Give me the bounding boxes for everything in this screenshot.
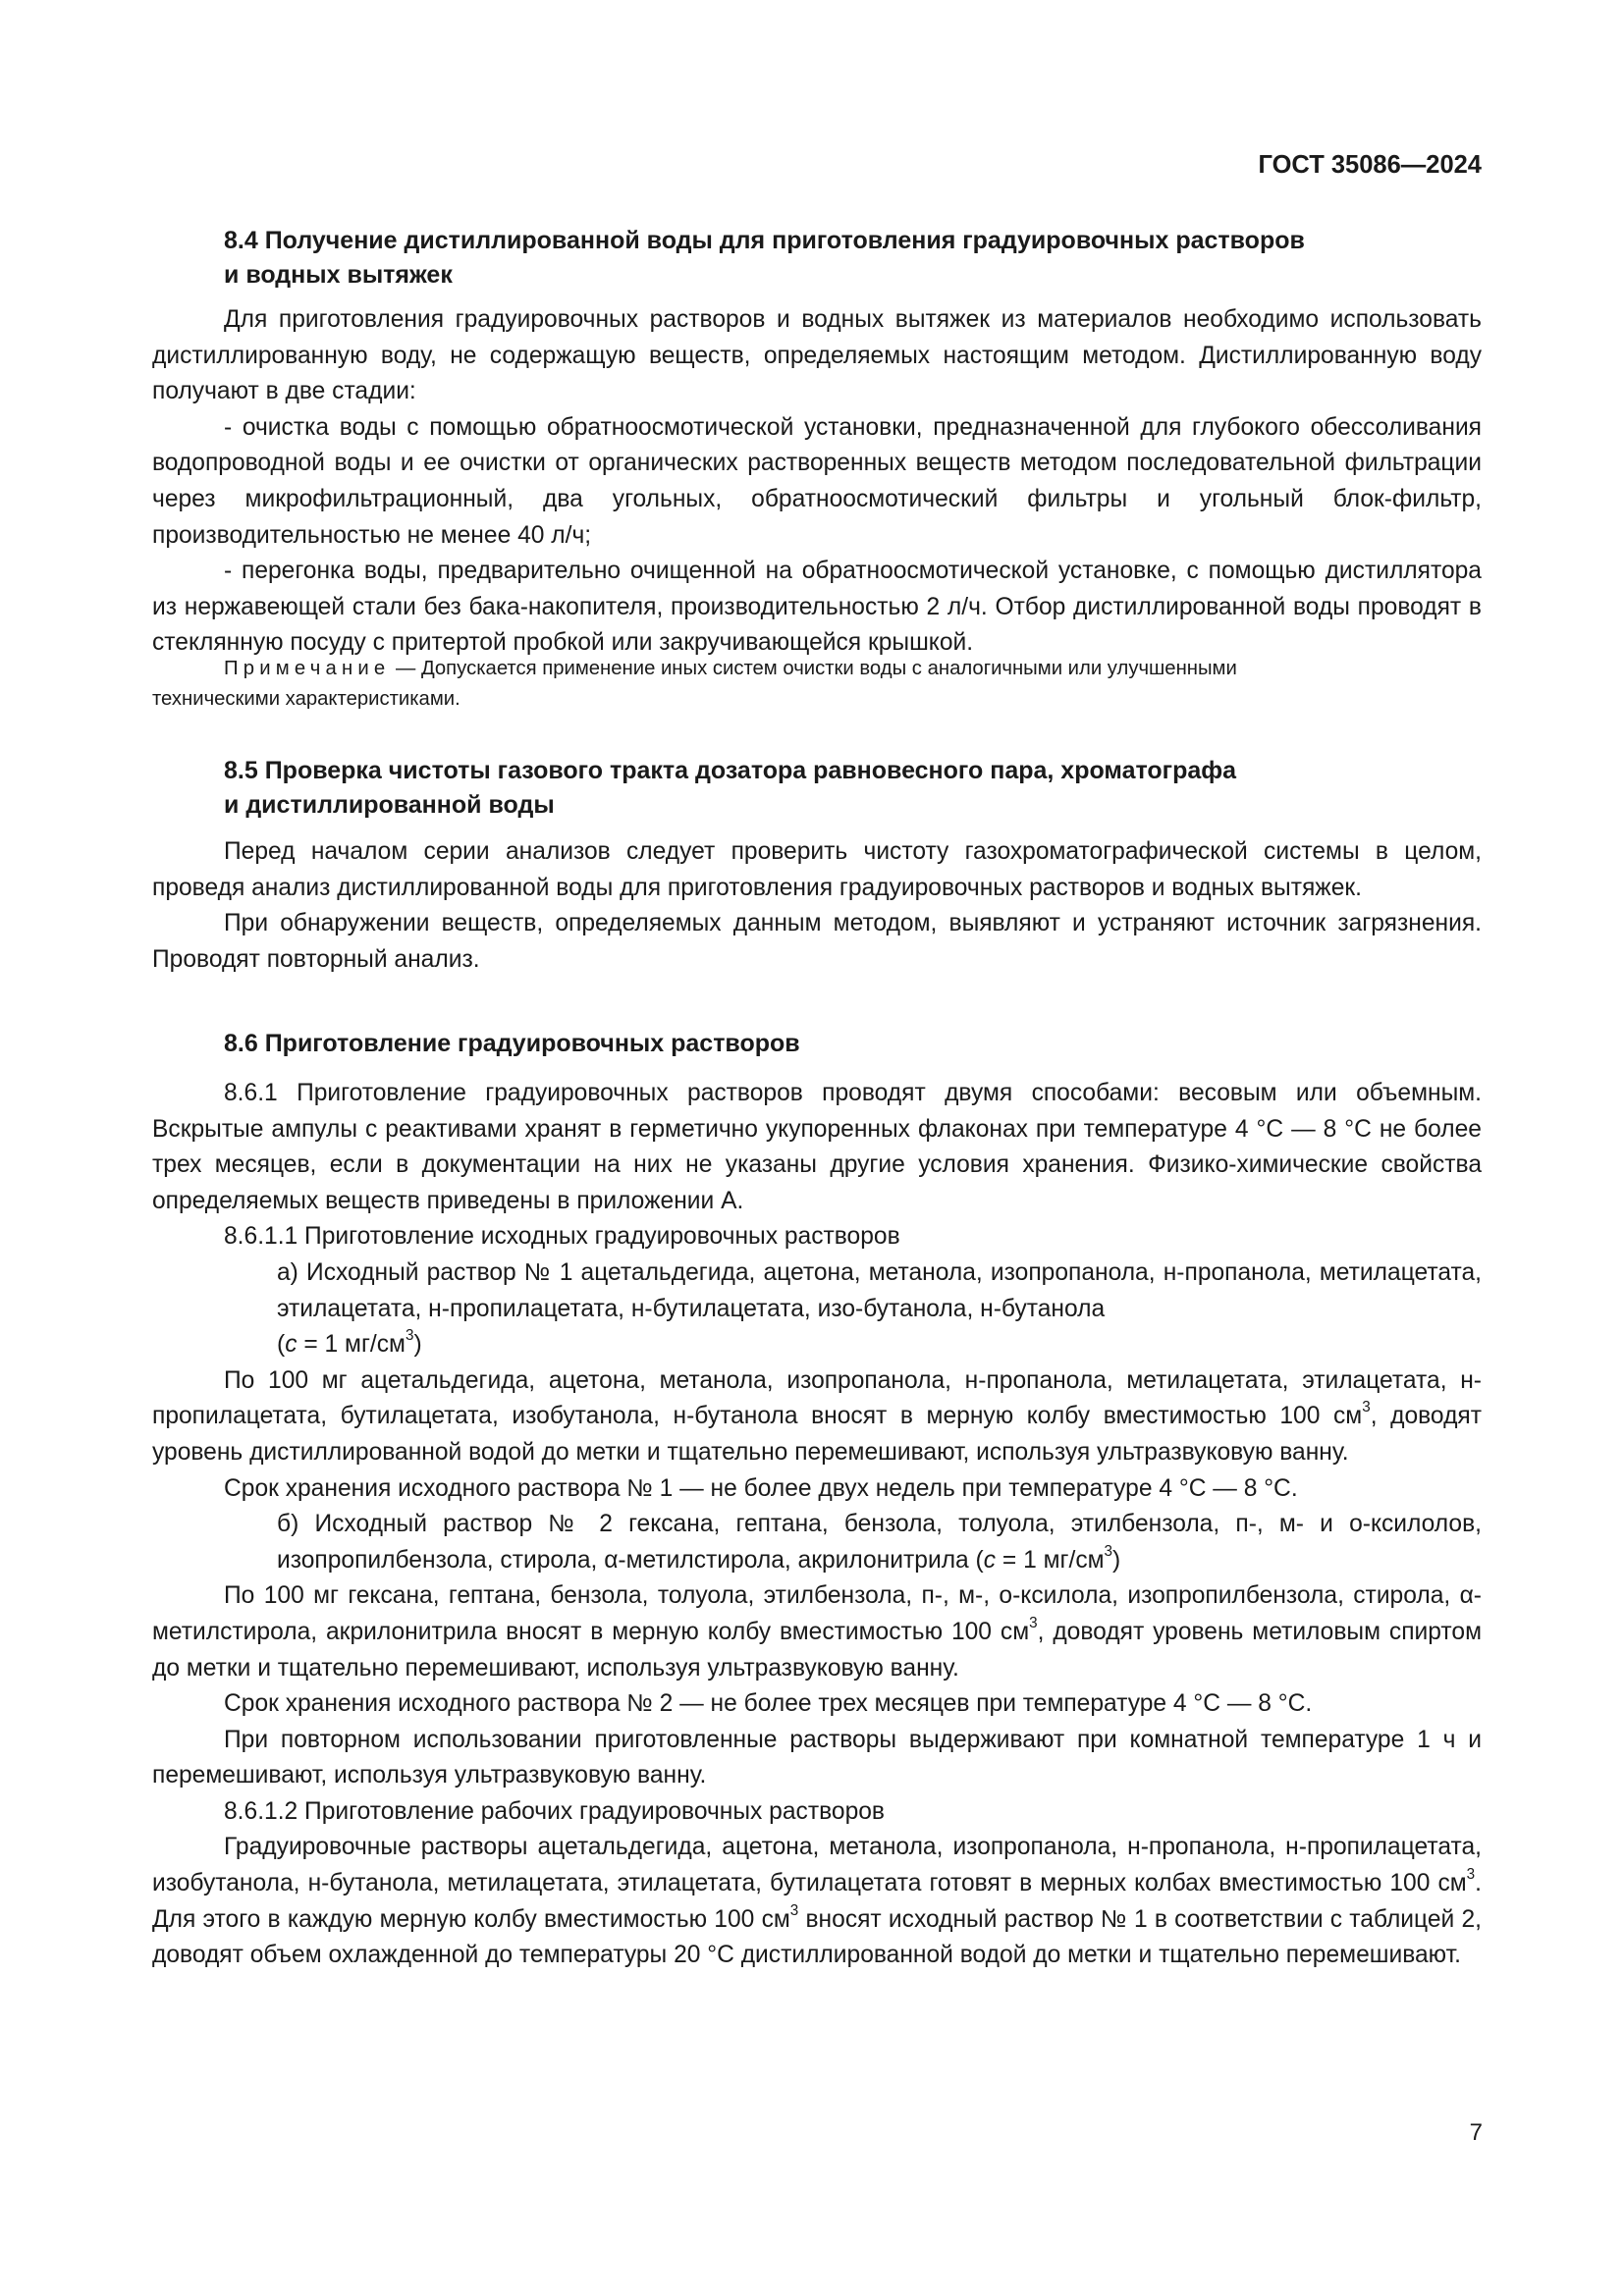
list-item-b	[152, 1507, 1482, 1578]
paren: )	[1112, 1546, 1121, 1574]
paragraph: Перед началом серии анализов следует проверить чистоту газохроматографической системы в целом, проведя анализ дистиллированной воды для приготовления градуировочных растворов и водных вытяжек.	[152, 838, 1482, 901]
list-item: - очистка воды с помощью обратноосмотической установки, предназначенной для глубокого обессоливания водопроводной воды и ее очистки от органических растворенных веществ методом последовательной фильтрации через микрофильтрационный, два угольных, обратноосмотический фильтры и угольный блок-фильтр, производительностью не менее 40 л/ч;	[152, 413, 1482, 549]
concentration-value: = 1 мг/см	[297, 1331, 406, 1359]
superscript: 3	[1362, 1399, 1371, 1416]
superscript: 3	[789, 1901, 799, 1919]
section-heading	[152, 224, 1482, 293]
paren: )	[413, 1331, 422, 1359]
text: Градуировочные растворы ацетальдегида, ацетона, метанола, изопропанола, н-пропанола, н-пропилацетата, изобутанола, н-бутанола, метилацетата, этилацетата, бутилацетата готовят в мерных колбах вместимостью 100 см	[152, 1834, 1482, 1897]
paragraph	[152, 1578, 1482, 1686]
superscript: 3	[1029, 1614, 1038, 1631]
list-item: - перегонка воды, предварительно очищенной на обратноосмотической установке, с помощью дистиллятора из нержавеющей стали без бака-накопителя, производительностью 2 л/ч. Отбор дистиллированной воды проводят в стеклянную посуду с притертой пробкой или закручивающейся крышкой.	[152, 558, 1482, 657]
superscript: 3	[1466, 1865, 1476, 1883]
concentration-symbol: с	[285, 1331, 298, 1359]
section-8-5	[152, 754, 1482, 823]
note	[152, 654, 1482, 715]
page-number: 7	[1469, 2119, 1483, 2146]
concentration-symbol: с	[983, 1546, 997, 1574]
text: По 100 мг гексана, гептана, бензола, толуола, этилбензола, п-, м-, о-ксилола, изопропилбензола, стирола, α-метилстирола, акрилонитрила вносят в мерную колбу вместимостью 100 см	[152, 1582, 1482, 1645]
paragraph: Срок хранения исходного раствора № 1 — не более двух недель при температуре 4 °С — 8 °С.	[224, 1474, 1298, 1502]
item-b-text: б) Исходный раствор № 2 гексана, гептана, бензола, толуола, этилбензола, п-, м- и о-ксилолов, изопропилбензола, стирола, α-метилстирола, акрилонитрила (	[277, 1511, 1482, 1574]
section-8-6-body	[152, 1076, 1482, 1974]
text: . Для этого в каждую мерную колбу вместимостью 100 см	[152, 1870, 1482, 1933]
section-8-4-body	[152, 302, 1482, 662]
note-line-1	[152, 654, 1482, 684]
paren: (	[277, 1331, 286, 1359]
heading-line-2: и водных вытяжек	[224, 261, 453, 289]
concentration-value: = 1 мг/см	[996, 1546, 1105, 1574]
paragraph: Для приготовления градуировочных растворов и водных вытяжек из материалов необходимо использовать дистиллированную воду, не содержащую веществ, определяемых настоящим методом. Дистиллированную воду получают в две стадии:	[152, 306, 1482, 405]
paragraph: Срок хранения исходного раствора № 2 — не более трех месяцев при температуре 4 °С — 8 °С.	[224, 1690, 1313, 1718]
section-heading: 8.6 Приготовление градуировочных растворов	[224, 1030, 800, 1057]
note-text: — Допускается применение иных систем очистки воды с аналогичными или улучшенными	[390, 658, 1237, 679]
text: вносят исходный раствор № 1 в соответствии с таблицей 2, доводят объем охлажденной до температуры 20 °С дистиллированной водой до метки и тщательно перемешивают.	[152, 1905, 1483, 1969]
section-heading	[152, 754, 1482, 823]
list-item-a	[152, 1255, 1482, 1363]
superscript: 3	[405, 1326, 414, 1344]
section-8-6	[152, 1027, 1482, 1061]
subsection-title: 8.6.1.2 Приготовление рабочих градуировочных растворов	[224, 1797, 885, 1825]
heading-line-1: 8.4 Получение дистиллированной воды для приготовления градуировочных растворов	[224, 227, 1305, 254]
paragraph: При обнаружении веществ, определяемых данным методом, выявляют и устраняют источник загрязнения. Проводят повторный анализ.	[152, 910, 1482, 973]
note-line-2: техническими характеристиками.	[152, 688, 460, 710]
superscript: 3	[1104, 1542, 1113, 1560]
section-8-4	[152, 224, 1482, 293]
paragraph: 8.6.1 Приготовление градуировочных растворов проводят двумя способами: весовым или объемным. Вскрытые ампулы с реактивами хранят в герметично укупоренных флаконах при температуре 4 °С — 8 °С не более трех месяцев, если в документации на них не указаны другие условия хранения. Физико-химические свойства определяемых веществ приведены в приложении А.	[152, 1080, 1482, 1214]
paragraph	[152, 1363, 1482, 1471]
text: По 100 мг ацетальдегида, ацетона, метанола, изопропанола, н-пропанола, метилацетата, этилацетата, н-пропилацетата, бутилацетата, изобутанола, н-бутанола вносят в мерную колбу вместимостью 100 см	[152, 1366, 1482, 1430]
note-label: Примечание	[224, 658, 391, 679]
standard-code: ГОСТ 35086—2024	[1258, 151, 1482, 179]
paragraph	[152, 1830, 1482, 1973]
subsection-title: 8.6.1.1 Приготовление исходных градуировочных растворов	[224, 1223, 900, 1251]
item-a-text: а) Исходный раствор № 1 ацетальдегида, ацетона, метанола, изопропанола, н-пропанола, метилацетата, этилацетата, н-пропилацетата, н-бутилацетата, изо-бутанола, н-бутанола	[277, 1258, 1482, 1322]
heading-line-1: 8.5 Проверка чистоты газового тракта дозатора равновесного пара, хроматографа	[224, 757, 1237, 784]
text: , доводят уровень дистиллированной водой до метки и тщательно перемешивают, используя ультразвуковую ванну.	[152, 1403, 1482, 1466]
section-8-5-body	[152, 834, 1482, 978]
heading-line-2: и дистиллированной воды	[224, 791, 555, 819]
paragraph: При повторном использовании приготовленные растворы выдерживают при комнатной температуре 1 ч и перемешивают, используя ультразвуковую ванну.	[152, 1726, 1482, 1789]
text: , доводят уровень метиловым спиртом до метки и тщательно перемешивают, используя ультразвуковую ванну.	[152, 1618, 1482, 1682]
